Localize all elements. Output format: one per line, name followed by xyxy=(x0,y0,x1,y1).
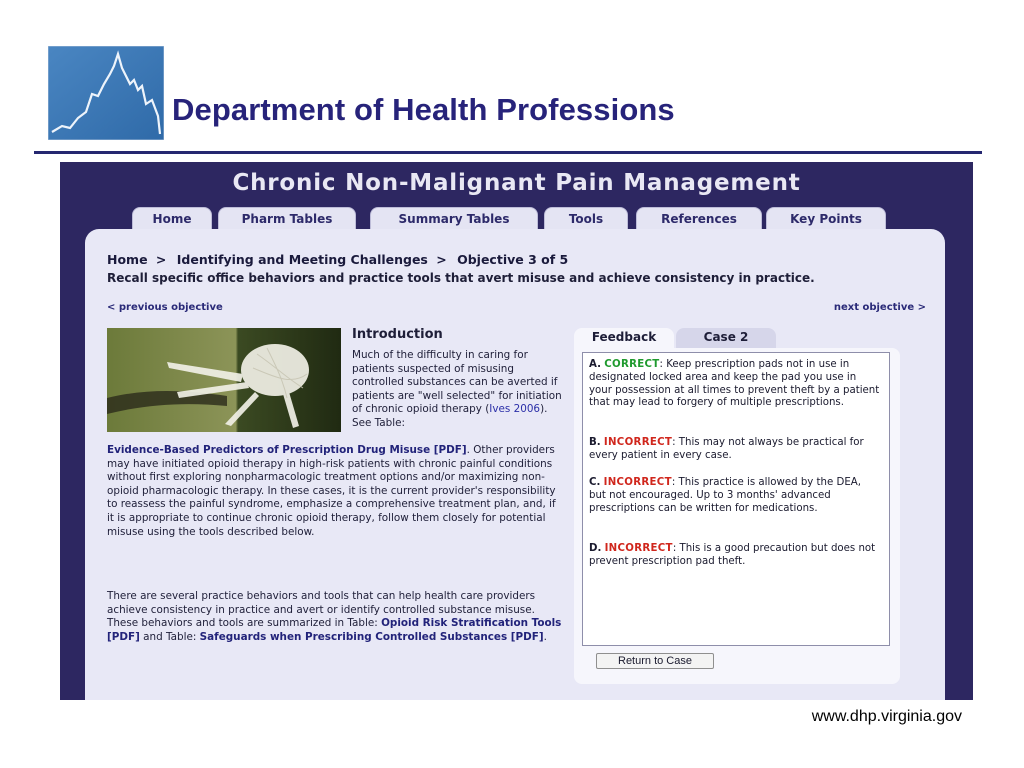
practice-tools-paragraph xyxy=(107,590,562,644)
nav-tab-summary-tables[interactable]: Summary Tables xyxy=(370,207,538,231)
nav-tab-tools[interactable]: Tools xyxy=(544,207,628,231)
feedback-content xyxy=(582,352,890,646)
nav-tab-home[interactable]: Home xyxy=(132,207,212,231)
ives-2006-link[interactable]: Ives 2006 xyxy=(489,403,541,416)
answer-colon: : xyxy=(659,359,663,370)
answer-text: This is a good precaution but does not prevent prescription pad theft. xyxy=(589,543,876,567)
breadcrumb-section[interactable]: Identifying and Meeting Challenges xyxy=(176,252,428,267)
course-page-screenshot xyxy=(60,162,973,700)
header-divider xyxy=(34,151,982,154)
para2-text: There are several practice behaviors and tools that can help health care providers achieve consistency in practice and avert or identify controlled substance misuse. These behaviors and tools are summarized in Table: xyxy=(107,590,536,630)
para2-end: . xyxy=(543,630,547,643)
breadcrumb-separator: > xyxy=(155,252,167,267)
intro-narrow-text: Much of the difficulty in caring for patients suspected of misusing controlled substances can be averted if patients are "well selected" for initiation of chronic opioid therapy ( xyxy=(352,349,562,416)
nav-tab-pharm-tables[interactable]: Pharm Tables xyxy=(218,207,356,231)
answer-text: Keep prescription pads not in use in designated locked area and keep the pad you use in your possession at all times to prevent theft by a patient that may lead to forgery of multiple prescriptions. xyxy=(589,359,880,409)
intro-after-link: . xyxy=(466,444,470,456)
intro-text-continued xyxy=(107,444,562,539)
intro-text xyxy=(352,349,562,431)
feedback-item-d xyxy=(589,543,881,569)
answer-letter: D. xyxy=(589,543,602,554)
predictors-table-link[interactable]: Evidence-Based Predictors of Prescription Drug Misuse [PDF] xyxy=(107,444,467,456)
feedback-item-c xyxy=(589,477,881,515)
intro-photo xyxy=(107,328,341,432)
nav-tab-references[interactable]: References xyxy=(636,207,762,231)
answer-colon: : xyxy=(672,437,676,448)
return-to-case-button[interactable]: Return to Case xyxy=(596,653,714,669)
dhp-logo xyxy=(48,46,164,140)
objective-statement: Recall specific office behaviors and practice tools that avert misuse and achieve consistency in practice. xyxy=(107,271,815,285)
breadcrumb-home[interactable]: Home xyxy=(107,252,148,267)
answer-status: INCORRECT xyxy=(603,477,672,488)
risk-stratification-link[interactable]: Opioid Risk Stratification Tools [PDF] xyxy=(107,617,562,643)
answer-text: This may not always be practical for every patient in every case. xyxy=(589,437,864,461)
answer-letter: A. xyxy=(589,359,601,370)
answer-letter: B. xyxy=(589,437,601,448)
intro-wide-text: Other providers may have initiated opioid therapy in high-risk patients with chronic painful conditions without first exploring nonpharmacologic treatment options and/or maximizing non-opioid pharmacologic therapy. In these cases, it is the current provider's responsibility to reassess the painful syndrome, emphasize a comprehensive treatment plan, and, if it is appropriate to continue chronic opioid therapy, follow them closely for potential misuse using the tools described below. xyxy=(107,444,556,538)
intro-after-cite: ). See Table: xyxy=(352,403,548,429)
answer-status: INCORRECT xyxy=(603,437,673,448)
safeguards-link[interactable]: Safeguards when Prescribing Controlled Substances [PDF] xyxy=(199,630,544,643)
site-title: Chronic Non-Malignant Pain Management xyxy=(232,170,801,196)
answer-colon: : xyxy=(672,543,677,554)
nav-tab-key-points[interactable]: Key Points xyxy=(766,207,886,231)
intro-heading: Introduction xyxy=(352,327,443,342)
footer-url: www.dhp.virginia.gov xyxy=(811,708,962,725)
para2-middle: and Table: xyxy=(139,630,200,643)
feedback-item-b xyxy=(589,437,881,463)
breadcrumb xyxy=(107,252,568,267)
tab-case-2[interactable]: Case 2 xyxy=(676,328,776,348)
next-objective-link[interactable]: next objective > xyxy=(833,302,926,313)
breadcrumb-separator: > xyxy=(436,252,447,267)
previous-objective-link[interactable]: < previous objective xyxy=(107,302,223,313)
answer-status: INCORRECT xyxy=(604,543,673,554)
answer-letter: C. xyxy=(589,477,601,488)
answer-colon: : xyxy=(671,477,676,488)
feedback-item-a xyxy=(589,359,881,410)
slide-title: Department of Health Professions xyxy=(172,92,675,127)
answer-text: This practice is allowed by the DEA, but not encouraged. Up to 3 months' advanced prescriptions can be written for medications. xyxy=(589,477,862,514)
breadcrumb-current: Objective 3 of 5 xyxy=(457,252,569,267)
answer-status: CORRECT xyxy=(604,359,660,370)
tab-feedback[interactable]: Feedback xyxy=(574,328,674,348)
